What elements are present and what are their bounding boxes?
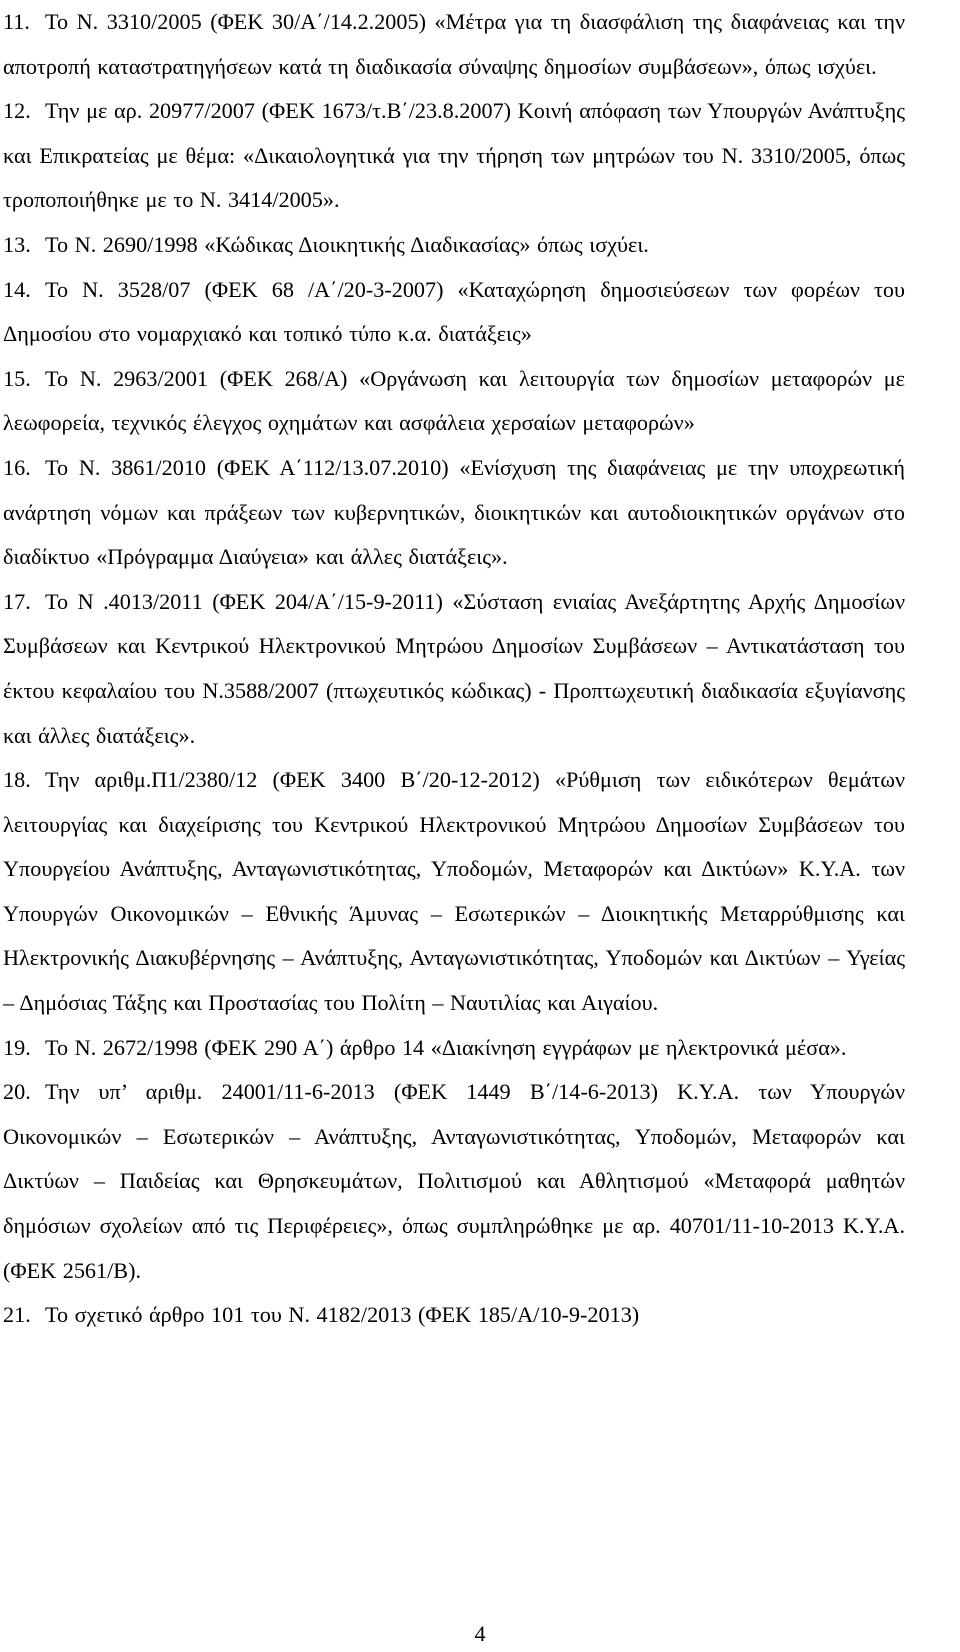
item-number: 20. [3, 1079, 31, 1105]
list-item [3, 1026, 905, 1071]
list-item [3, 223, 905, 268]
item-text: Το Ν. 3310/2005 (ΦΕΚ 30/Α΄/14.2.2005) «Μέτρα για τη διασφάλιση της διαφάνειας και την αποτροπή καταστρατηγήσεων κατά τη διαδικασία σύναψης δημοσίων συμβάσεων», όπως ισχύει. [3, 9, 905, 79]
item-number: 12. [3, 98, 31, 124]
item-number: 11. [3, 9, 30, 34]
list-item [3, 1070, 905, 1293]
list-item [3, 446, 905, 580]
item-number: 16. [3, 454, 31, 480]
list-item [3, 89, 905, 223]
item-number: 17. [3, 588, 31, 614]
document-body [3, 0, 905, 1338]
list-item [3, 0, 905, 89]
item-text: Την αριθμ.Π1/2380/12 (ΦΕΚ 3400 Β΄/20-12-2012) «Ρύθμιση των ειδικότερων θεμάτων λειτουργίας και διαχείρισης του Κεντρικού Ηλεκτρονικού Μητρώου Δημοσίων Συμβάσεων του Υπουργείου Ανάπτυξης, Ανταγωνιστικότητας, Υποδομών, Μεταφορών και Δικτύων» Κ.Υ.Α. των Υπουργών Οικονομικών – Εθνικής Άμυνας – Εσωτερικών – Διοικητικής Μεταρρύθμισης και Ηλεκτρονικής Διακυβέρνησης – Ανάπτυξης, Ανταγωνιστικότητας, Υποδομών και Δικτύων – Υγείας – Δημόσιας Τάξης και Προστασίας του Πολίτη – Ναυτιλίας και Αιγαίου. [3, 767, 905, 1016]
item-text: Το Ν. 2963/2001 (ΦΕΚ 268/Α) «Οργάνωση και λειτουργία των δημοσίων μεταφορών με λεωφορεία, τεχνικός έλεγχος οχημάτων και ασφάλεια χερσαίων μεταφορών» [3, 365, 905, 436]
item-text: Το Ν. 2672/1998 (ΦΕΚ 290 Α΄) άρθρο 14 «Διακίνηση εγγράφων με ηλεκτρονικά μέσα». [45, 1034, 847, 1060]
item-text: Την με αρ. 20977/2007 (ΦΕΚ 1673/τ.Β΄/23.8.2007) Κοινή απόφαση των Υπουργών Ανάπτυξης και Επικρατείας με θέμα: «Δικαιολογητικά για την τήρηση των μητρώων του Ν. 3310/2005, όπως τροποποιήθηκε με το Ν. 3414/2005». [3, 98, 905, 213]
item-text: Το Ν. 2690/1998 «Κώδικας Διοικητικής Διαδικασίας» όπως ισχύει. [45, 231, 649, 257]
item-number: 14. [3, 276, 31, 302]
item-text: Το Ν. 3861/2010 (ΦΕΚ Α΄112/13.07.2010) «Ενίσχυση της διαφάνειας με την υποχρεωτική ανάρτηση νόμων και πράξεων των κυβερνητικών, διοικητικών και αυτοδιοικητικών οργάνων στο διαδίκτυο «Πρόγραμμα Διαύγεια» και άλλες διατάξεις». [3, 454, 905, 570]
item-text: Το Ν. 3528/07 (ΦΕΚ 68 /Α΄/20-3-2007) «Καταχώρηση δημοσιεύσεων των φορέων του Δημοσίου στο νομαρχιακό και τοπικό τύπο κ.α. διατάξεις» [3, 276, 905, 347]
item-number: 19. [3, 1034, 31, 1060]
item-number: 15. [3, 365, 31, 391]
item-text: Την υπ’ αριθμ. 24001/11-6-2013 (ΦΕΚ 1449 Β΄/14-6-2013) Κ.Υ.Α. των Υπουργών Οικονομικών – Εσωτερικών – Ανάπτυξης, Ανταγωνιστικότητας, Υποδομών, Μεταφορών και Δικτύων – Παιδείας και Θρησκευμάτων, Πολιτισμού και Αθλητισμού «Μεταφορά μαθητών δημόσιων σχολείων από τις Περιφέρειες», όπως συμπληρώθηκε με αρ. 40701/11-10-2013 Κ.Υ.Α. (ΦΕΚ 2561/Β). [3, 1079, 905, 1283]
item-number: 18. [3, 767, 31, 793]
list-item [3, 357, 905, 446]
list-item [3, 580, 905, 758]
item-text: Το Ν .4013/2011 (ΦΕΚ 204/Α΄/15-9-2011) «Σύσταση ενιαίας Ανεξάρτητης Αρχής Δημοσίων Συμβάσεων και Κεντρικού Ηλεκτρονικού Μητρώου Δημοσίων Συμβάσεων – Αντικατάσταση του έκτου κεφαλαίου του Ν.3588/2007 (πτωχευτικός κώδικας) - Προπτωχευτική διαδικασία εξυγίανσης και άλλες διατάξεις». [3, 588, 905, 748]
list-item [3, 1293, 905, 1338]
item-text: Το σχετικό άρθρο 101 του Ν. 4182/2013 (ΦΕΚ 185/Α/10-9-2013) [45, 1302, 640, 1328]
item-number: 13. [3, 231, 31, 257]
item-number: 21. [3, 1302, 31, 1328]
list-item [3, 268, 905, 357]
list-item [3, 758, 905, 1026]
page-number: 4 [474, 1621, 486, 1646]
